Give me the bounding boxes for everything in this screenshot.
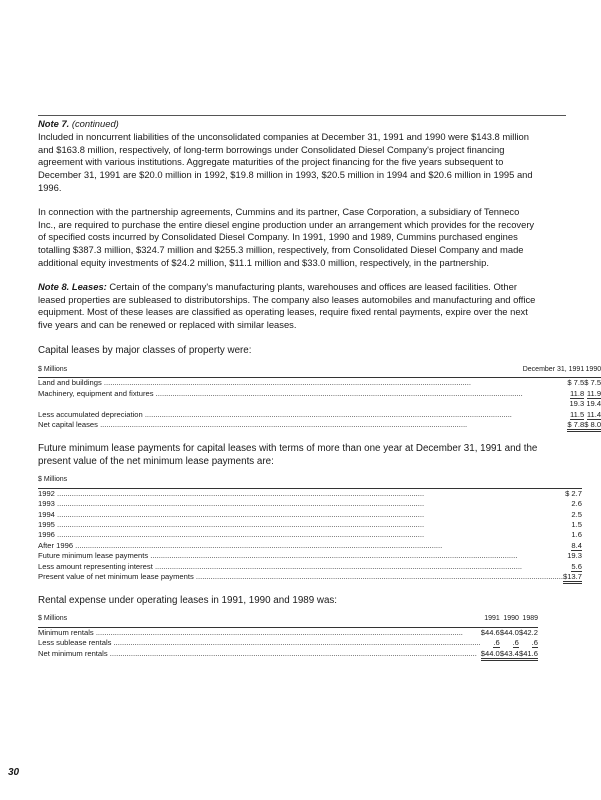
row-value: 1.6 xyxy=(571,530,582,540)
column-header: 1990 xyxy=(500,610,519,627)
page-number: 30 xyxy=(8,767,20,778)
rental-expense-caption: Rental expense under operating leases in 1991, 1990 and 1989 was: xyxy=(38,595,338,607)
row-value: $13.7 xyxy=(563,572,582,584)
row-label: 1995 ..... xyxy=(38,520,424,529)
table-row xyxy=(38,378,601,389)
row-value: 5.6 xyxy=(571,561,582,571)
column-header: 1990 xyxy=(584,361,601,378)
row-label: 1993 ..... xyxy=(38,499,424,508)
capital-leases-caption: Capital leases by major classes of property were: xyxy=(38,344,252,356)
row-value: 11.5 xyxy=(570,409,585,419)
note7-text-1: Included in noncurrent liabilities of the unconsolidated companies at December 31, 1991 and 1990 were $143.8 million and $163.8 million, respectively, of long-term borrowings under Consolidated Diesel Company's project financing agreement with various institutions. Aggregate maturities of the project financing for the five years subsequent to December 31, 1991 are $20.0 million in 1992, $19.8 million in 1993, $20.5 million in 1994 and $20.6 million in 1995 and 1996. xyxy=(38,130,533,193)
row-value: $ 7.5 xyxy=(567,378,585,388)
table-row xyxy=(38,520,582,530)
row-value: 2.6 xyxy=(571,499,582,509)
row-value: $43.4 xyxy=(500,649,519,661)
row-value: 19.3 xyxy=(567,551,582,561)
row-value: 11.8 xyxy=(570,388,585,398)
row-label: Less sublease rentals ..... xyxy=(38,638,481,647)
row-label xyxy=(38,399,523,409)
table-row xyxy=(38,410,601,420)
row-value: 1.5 xyxy=(571,520,582,530)
note7-paragraph-2: In connection with the partnership agreements, Cummins and its partner, Case Corporation, a subsidiary of Tenneco Inc., are required to purchase the entire diesel engine production under an arrangement which provides for the recovery of specified costs incurred by Consolidated Diesel Company. In 1991, 1990 and 1989, Cummins purchased engines totalling $387.3 million, $324.7 million and $255.3 million, respectively, from Consolidated Diesel Company and made additional equity investments of $24.2 million, $11.1 million and $33.0 million, respectively, in the partnership. xyxy=(38,205,535,268)
row-value: 19.3 xyxy=(569,399,585,409)
column-header: $ Millions xyxy=(38,471,563,488)
rental-expense-table xyxy=(38,610,538,659)
row-label: Machinery, equipment and fixtures ..... xyxy=(38,389,523,398)
capital-leases-table xyxy=(38,361,601,430)
table-row xyxy=(38,530,582,540)
table-row xyxy=(38,389,601,399)
row-label: Less accumulated depreciation ..... xyxy=(38,410,512,419)
table-row xyxy=(38,399,601,409)
column-header: 1991 xyxy=(481,610,500,627)
note7-title: Note 7. xyxy=(38,118,70,129)
table-row xyxy=(38,510,582,520)
row-label: Land and buildings ..... xyxy=(38,378,471,387)
note8-title: Note 8. Leases: xyxy=(38,280,107,292)
table-row xyxy=(38,541,582,551)
row-label: 1994 ..... xyxy=(38,510,424,519)
row-value: $ 7.5 xyxy=(584,378,601,388)
row-value: .6 xyxy=(493,638,500,648)
row-value: $44.6 xyxy=(480,627,500,637)
top-rule xyxy=(38,115,566,116)
column-header: $ Millions xyxy=(38,361,523,378)
note7-subtitle: (continued) xyxy=(71,118,119,129)
table-row xyxy=(38,488,582,499)
row-value: .6 xyxy=(512,638,519,648)
table-row xyxy=(38,649,538,659)
row-label: 1992 ..... xyxy=(38,489,424,498)
note7-paragraph-1 xyxy=(38,118,538,195)
row-label: After 1996 ..... xyxy=(38,541,442,550)
row-value: $41.6 xyxy=(519,649,538,661)
row-label: Less amount representing interest ..... xyxy=(38,562,522,571)
table-row xyxy=(38,551,582,561)
row-label: Future minimum lease payments ..... xyxy=(38,551,517,560)
row-label: 1996 ..... xyxy=(38,530,424,539)
table-row xyxy=(38,499,582,509)
row-value: $ 7.8 xyxy=(567,420,584,432)
row-value: 8.4 xyxy=(571,540,582,550)
table-row xyxy=(38,627,538,638)
row-label: Net minimum rentals ..... xyxy=(38,649,477,658)
row-value: 2.5 xyxy=(571,509,582,519)
row-label: Minimum rentals ..... xyxy=(38,628,463,637)
row-value: 11.4 xyxy=(586,409,601,419)
row-value: .6 xyxy=(531,638,538,648)
column-header: $ Millions xyxy=(38,610,481,627)
row-value: 11.9 xyxy=(586,388,601,398)
table-row xyxy=(38,420,601,430)
row-value: $42.2 xyxy=(518,627,538,637)
table-row xyxy=(38,638,538,648)
row-value: $ 8.0 xyxy=(584,420,601,432)
row-value: $44.0 xyxy=(481,649,500,661)
column-header: December 31, 1991 xyxy=(523,361,584,378)
column-header: 1989 xyxy=(519,610,538,627)
note8-paragraph xyxy=(38,281,538,332)
future-payments-table xyxy=(38,471,582,582)
future-payments-caption: Future minimum lease payments for capital leases with terms of more than one year at December 31, 1991 and the present value of the net minimum lease payments are: xyxy=(38,443,538,468)
row-label: Present value of net minimum lease payments ..... xyxy=(38,572,563,581)
row-value: $ 2.7 xyxy=(565,488,582,498)
page-content xyxy=(38,118,601,659)
note8-text: Certain of the company's manufacturing plants, warehouses and offices are leased facilities. Other leased properties are subleased to distributorships. The company also leases automobiles and manufacturing and office equipment. Most of these leases are classified as operating leases, require fixed rental payments, expire over the next five years and can be renewed or replaced with similar leases. xyxy=(38,280,536,331)
table-row xyxy=(38,562,582,572)
table-row xyxy=(38,572,582,582)
row-label: Net capital leases ..... xyxy=(38,420,467,429)
row-value: 19.4 xyxy=(586,399,601,409)
row-value: $44.0 xyxy=(499,627,519,637)
